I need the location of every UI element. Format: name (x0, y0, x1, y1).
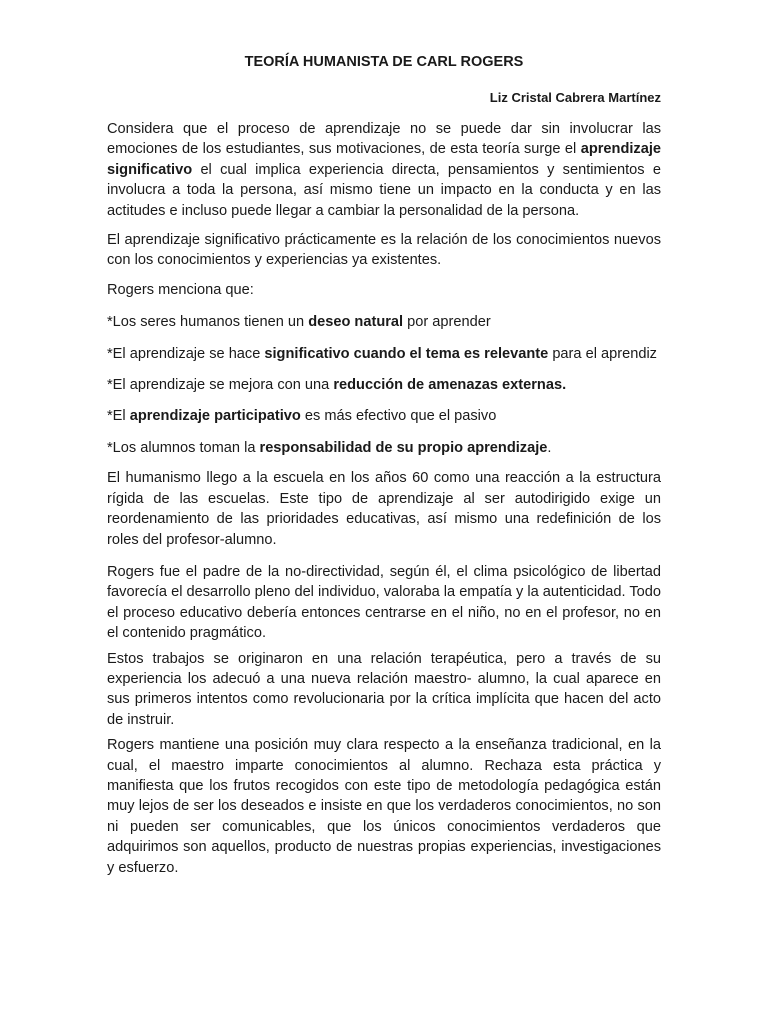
bullet-text: por aprender (403, 314, 491, 331)
paragraph-intro (107, 119, 661, 221)
paragraph-rogers-menciona: Rogers menciona que: (107, 281, 254, 298)
bullet-text: *Los seres humanos tienen un (107, 314, 309, 331)
bullet-item (107, 375, 661, 395)
bullet-bold-text: significativo cuando el tema es relevante (264, 345, 549, 362)
paragraph-relacion-terapeutica: Estos trabajos se originaron en una relación terapéutica, pero a través de su experiencia los adecuó a una nueva relación maestro- alumno, la cual aparece en sus primeros intentos como revolucionaria por la crítica implícita que hacen del acto de instruir. (107, 650, 661, 728)
bullet-item (107, 344, 661, 364)
bullet-item (107, 438, 661, 458)
bullet-text: . (547, 439, 552, 456)
bullet-bold-text: responsabilidad de su propio aprendizaje (259, 439, 548, 456)
paragraph-definition: El aprendizaje significativo prácticamente es la relación de los conocimientos nuevos con los conocimientos y experiencias ya existentes. (107, 232, 661, 269)
bullet-text: *El (107, 408, 130, 425)
paragraph-intro-text-a: Considera que el proceso de aprendizaje no se puede dar sin involucrar las emociones de los estudiantes, sus motivaciones, de esta teoría surge el (107, 121, 661, 158)
paragraph-ensenanza-tradicional: Rogers mantiene una posición muy clara respecto a la enseñanza tradicional, en la cual, el maestro imparte conocimientos al alumno. Rechaza esta práctica y manifiesta que los frutos recogidos con este tipo de metodología pedagógica están muy lejos de ser los deseados e insiste en que los verdaderos conocimientos, no son ni pueden ser comunicables, que los únicos conocimientos verdaderos que adquirimos son aquellos, producto de nuestras propias experiencias, investigaciones y esfuerzo. (107, 737, 661, 876)
bullet-bold-text: reducción de amenazas externas. (333, 377, 567, 394)
paragraph-humanismo: El humanismo llego a la escuela en los años 60 como una reacción a la estructura rígida de las escuelas. Este tipo de aprendizaje al ser autodirigido exige un reordenamiento de las prioridades educativas, así mismo una redefinición de los roles del profesor-alumno. (107, 470, 661, 548)
document-title: TEORÍA HUMANISTA DE CARL ROGERS (244, 54, 524, 70)
bullet-text: es más efectivo que el pasivo (300, 408, 497, 425)
bullet-text: para el aprendiz (548, 345, 657, 362)
bullet-text: *El aprendizaje se hace (107, 345, 265, 362)
bullet-bold-text: aprendizaje participativo (129, 408, 301, 425)
bullet-bold-text: deseo natural (308, 314, 404, 331)
bullet-text: *Los alumnos toman la (107, 439, 260, 456)
document-page (107, 52, 661, 878)
paragraph-no-directividad: Rogers fue el padre de la no-directividad, según él, el clima psicológico de libertad favorecía el desarrollo pleno del individuo, valoraba la empatía y la autenticidad. Todo el proceso educativo debería entonces centrarse en el niño, no en el profesor, no en el contenido pragmático. (107, 563, 661, 642)
bullet-text: *El aprendizaje se mejora con una (107, 377, 334, 394)
paragraph-intro-bold: aprendizaje significativo (107, 141, 661, 178)
bullet-item (107, 312, 661, 332)
author-name: Liz Cristal Cabrera Martínez (489, 90, 661, 105)
paragraph-intro-text-c: el cual implica experiencia directa, pensamientos y sentimientos e involucra a toda la persona, así mismo tiene un impacto en la conducta y en las actitudes e incluso puede llegar a cambiar la personalidad de la persona. (107, 161, 661, 219)
bullet-item (107, 406, 661, 426)
